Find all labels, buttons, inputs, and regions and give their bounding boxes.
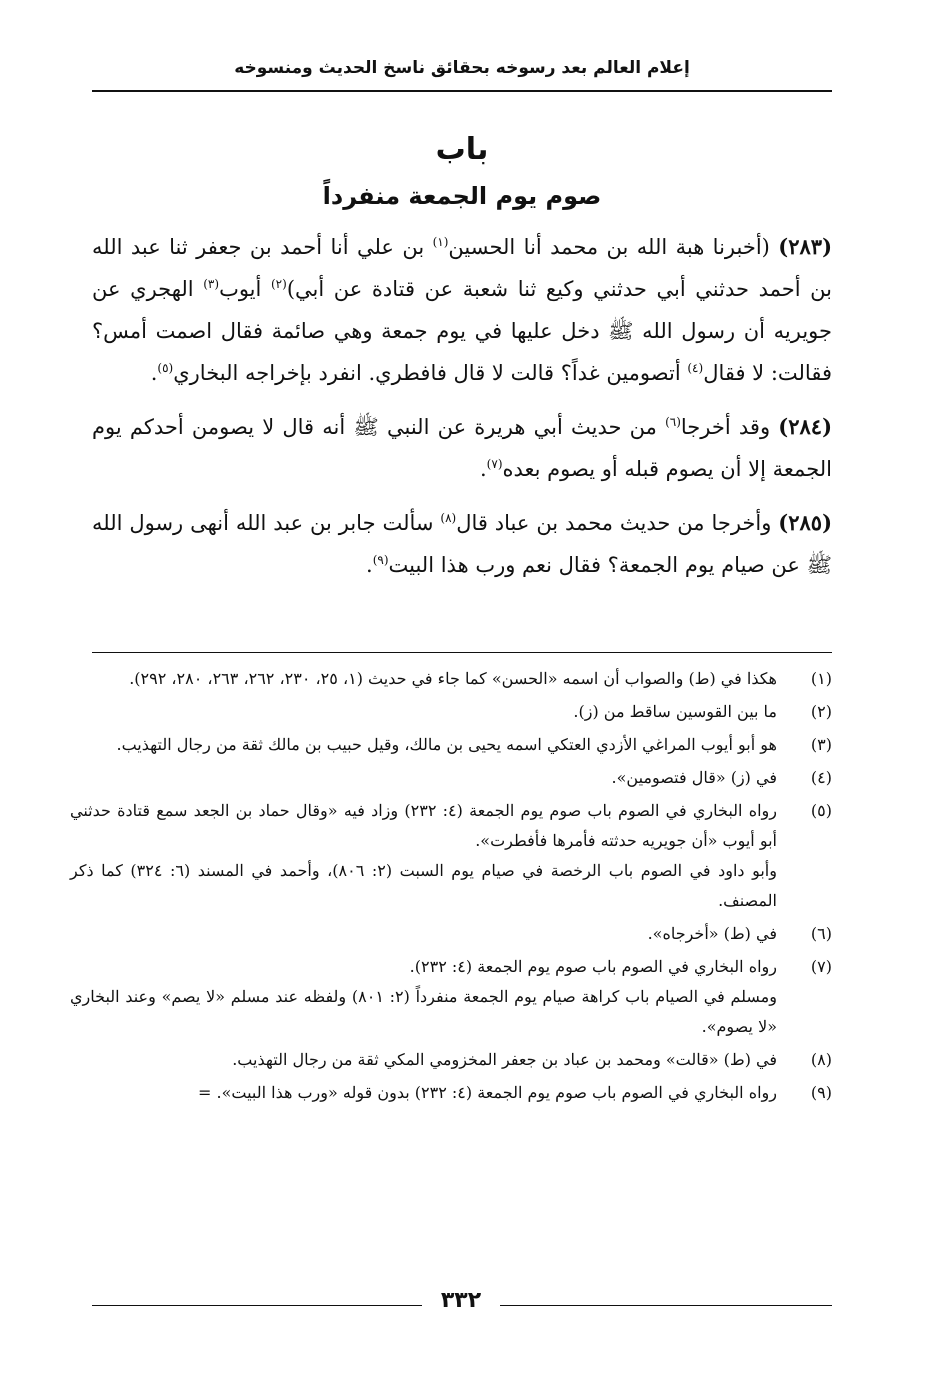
paragraph-text: أتصومين غداً؟ قالت لا قال فافطري. انفرد بإخراجه البخاري bbox=[173, 361, 688, 385]
hadith-number: (٢٨٤) bbox=[778, 414, 833, 439]
footnote-line: رواه البخاري في الصوم باب صوم يوم الجمعة (٤: ٢٣٢) وزاد فيه «وقال حماد بن الجعد سمع قتادة حدثني أبو أيوب «أن جويريه حدثته فأمرها فأفطرت». bbox=[70, 801, 778, 850]
footnote-line: وأبو داود في الصوم باب الرخصة في صيام يوم السبت (٢: ٨٠٦)، وأحمد في المسند (٦: ٣٢٤) كما ذكر المصنف. bbox=[70, 861, 777, 910]
hadith-number: (٢٨٥) bbox=[778, 510, 832, 535]
footnote-number: (٥) bbox=[810, 801, 832, 820]
paragraph-text: أيوب bbox=[219, 277, 271, 301]
running-head: إعلام العالم بعد رسوخه بحقائق ناسخ الحديث ومنسوخه bbox=[234, 58, 690, 78]
paragraph-text: وأخرجا من حديث محمد بن عباد قال bbox=[456, 511, 779, 535]
footnote-item bbox=[70, 1045, 832, 1075]
main-text bbox=[92, 226, 832, 598]
hadith-paragraph bbox=[92, 406, 832, 490]
footnote-item bbox=[70, 1078, 832, 1108]
paragraph-text: من حديث أبي هريرة عن النبي ﷺ أنه قال لا يصومن أحدكم يوم الجمعة إلا أن يصوم قبله أو يصوم بعده bbox=[92, 415, 832, 481]
footnote-marker: (٨) bbox=[440, 511, 457, 525]
footnote-line: ومسلم في الصيام باب كراهة صيام يوم الجمعة منفرداً (٢: ٨٠١) ولفظه عند مسلم «لا يصم» وعند البخاري «لا يصوم». bbox=[70, 987, 777, 1036]
chapter-title: باب bbox=[435, 132, 489, 167]
footnotes bbox=[70, 664, 832, 1111]
footnote-item bbox=[70, 697, 832, 727]
footnote-number: (٩) bbox=[810, 1083, 832, 1102]
footnote-text bbox=[70, 763, 777, 793]
footnote-number: (١) bbox=[810, 669, 832, 688]
footnote-number: (٤) bbox=[810, 768, 832, 787]
footnote-line: رواه البخاري في الصوم باب صوم يوم الجمعة (٤: ٢٣٢) بدون قوله «ورب هذا البيت». = bbox=[197, 1083, 777, 1102]
footnote-item bbox=[70, 919, 832, 949]
hadith-paragraph bbox=[92, 226, 832, 394]
paragraph-text: (أخبرنا هبة الله بن محمد أنا الحسين bbox=[448, 235, 779, 259]
paragraph-text: . bbox=[150, 361, 158, 385]
footnote-marker: (٦) bbox=[665, 415, 681, 429]
paragraph-text: وقد أخرجا bbox=[680, 415, 779, 439]
footnote-text bbox=[70, 664, 777, 694]
paragraph-text: سألت جابر بن عبد الله أنهى رسول الله ﷺ عن صيام يوم الجمعة؟ فقال نعم ورب هذا البيت bbox=[92, 511, 832, 577]
page-number: ٣٣٢ bbox=[440, 1288, 482, 1313]
footnote-rule bbox=[92, 652, 832, 653]
paragraph-text: بن علي أنا أحمد بن جعفر ثنا عبد الله بن أحمد حدثني أبي حدثني وكيع ثنا شعبة عن قتادة عن أبي) bbox=[92, 235, 833, 301]
footnote-item bbox=[70, 796, 832, 916]
footer-rule-right bbox=[500, 1305, 832, 1306]
footnote-line: رواه البخاري في الصوم باب صوم يوم الجمعة (٤: ٢٣٢). bbox=[409, 957, 777, 976]
footnote-marker: (٣) bbox=[203, 277, 220, 291]
footnote-text bbox=[70, 1078, 777, 1108]
header-rule bbox=[92, 90, 832, 92]
paragraph-text: . bbox=[479, 457, 487, 481]
footnote-item bbox=[70, 952, 832, 1042]
footnote-line: في (ط) «أخرجاه». bbox=[647, 924, 777, 943]
footnote-marker: (٩) bbox=[372, 553, 389, 567]
hadith-paragraph bbox=[92, 502, 832, 586]
footnote-text bbox=[70, 919, 777, 949]
footnote-number: (٣) bbox=[810, 735, 832, 754]
footnote-item bbox=[70, 763, 832, 793]
footnote-line: في (ز) «قال فتصومين». bbox=[611, 768, 777, 787]
paragraph-text: . bbox=[366, 553, 373, 577]
footnote-marker: (١) bbox=[432, 235, 449, 249]
footnote-number: (٦) bbox=[810, 924, 832, 943]
footnote-text bbox=[70, 1045, 777, 1075]
footnote-line: هو أبو أيوب المراغي الأزدي العتكي اسمه يحيى بن مالك، وقيل حبيب بن مالك ثقة من رجال التهذيب. bbox=[116, 735, 777, 754]
footnote-text bbox=[70, 730, 777, 760]
footnote-number: (٨) bbox=[810, 1050, 832, 1069]
footnote-marker: (٥) bbox=[157, 361, 174, 375]
paragraph-text: الهجري عن جويريه أن رسول الله ﷺ دخل عليها في يوم جمعة وهي صائمة فقال اصمت أمس؟ فقالت: لا فقال bbox=[92, 277, 832, 385]
footnote-marker: (٧) bbox=[486, 457, 503, 471]
footnote-number: (٧) bbox=[810, 957, 832, 976]
footnote-text bbox=[70, 796, 777, 916]
footnote-marker: (٢) bbox=[270, 277, 287, 291]
footnote-text bbox=[70, 952, 777, 1042]
footnote-number: (٢) bbox=[810, 702, 832, 721]
footer-rule-left bbox=[92, 1305, 422, 1306]
footnote-text bbox=[70, 697, 777, 727]
chapter-subtitle: صوم يوم الجمعة منفرداً bbox=[322, 182, 602, 210]
footnote-line: ما بين القوسين ساقط من (ز). bbox=[573, 702, 777, 721]
hadith-number: (٢٨٣) bbox=[778, 234, 832, 259]
footnote-item bbox=[70, 664, 832, 694]
footnote-item bbox=[70, 730, 832, 760]
footnote-line: هكذا في (ط) والصواب أن اسمه «الحسن» كما جاء في حديث (١، ٢٥، ٢٣٠، ٢٦٢، ٢٦٣، ٢٨٠، ٢٩٢). bbox=[129, 669, 777, 688]
footnote-line: في (ط) «قالت» ومحمد بن عباد بن جعفر المخزومي المكي ثقة من رجال التهذيب. bbox=[232, 1050, 777, 1069]
footnote-marker: (٤) bbox=[687, 361, 704, 375]
